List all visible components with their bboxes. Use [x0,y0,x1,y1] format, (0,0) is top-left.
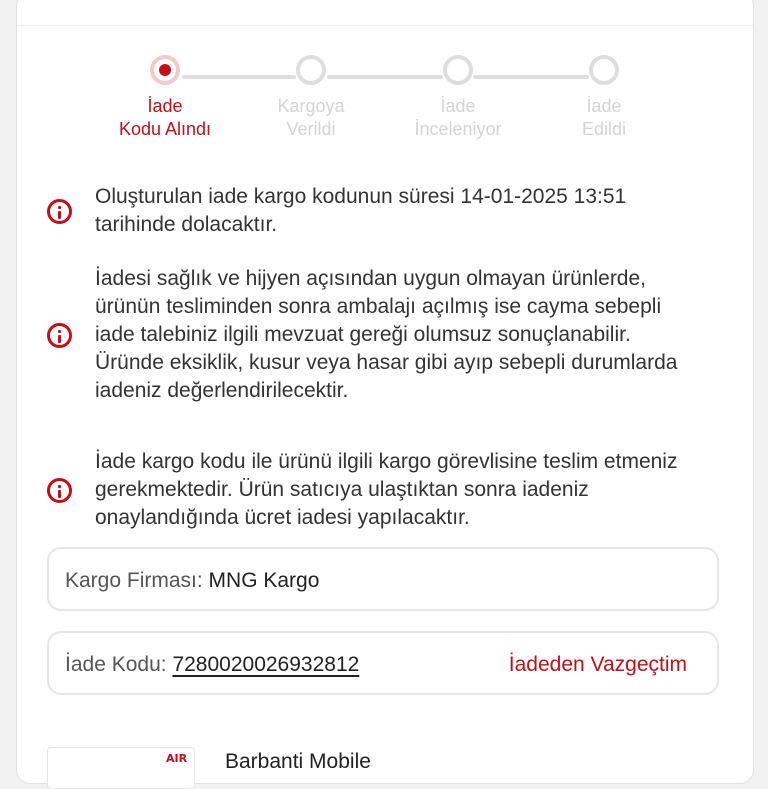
return-detail-card [16,0,754,784]
step-connector [327,75,443,79]
notice-hygiene-text: İadesi sağlık ve hijyen açısından uygun olmayan ürünlerde, ürünün tesliminden sonra ambalajı açılmış ise cayma sebepli iade talebiniz ilgili mevzuat gereği olumsuz sonuçlanabilir. Üründe eksiklik, kusur veya hasar gibi ayıp sebepli durumlarda iadeniz değerlendirilecektir. [95,267,678,402]
step-1-indicator-icon [150,55,180,85]
cancel-return-button[interactable]: İadeden Vazgeçtim [508,653,687,676]
step-2-indicator-icon [296,55,326,85]
return-code-label: İade Kodu: [65,653,167,676]
return-code-box [47,631,719,695]
notice-delivery [47,448,697,538]
step-2-label-line2: Verildi [286,119,336,139]
step-3-label-line2: İnceleniyor [414,119,502,139]
step-4-label [544,95,664,141]
step-3-label-line1: İade [440,96,476,116]
step-4-label-line1: İade [586,96,622,116]
step-1-label-line2: Kodu Alındı [118,119,212,139]
step-3-indicator-icon [443,55,473,85]
step-3-label [398,95,518,141]
notice-expiry-text: Oluşturulan iade kargo kodunun süresi 14-01-2025 13:51 tarihinde dolacaktır. [95,185,627,236]
return-code-value[interactable]: 7280020026932812 [172,653,360,676]
cargo-firm-row [65,569,319,593]
seller-logo [47,747,195,789]
step-2-label [251,95,371,141]
cargo-firm-label: Kargo Firması: [65,569,203,592]
step-1-label [105,95,225,141]
step-1-label-line1: İade [147,96,183,116]
cargo-firm-value: MNG Kargo [208,569,320,592]
step-4-indicator-icon [589,55,619,85]
info-icon [47,323,72,348]
step-connector [473,75,589,79]
step-4-label-line2: Edildi [581,119,627,139]
notice-expiry [47,183,697,243]
notice-delivery-text: İade kargo kodu ile ürünü ilgili kargo görevlisine teslim etmeniz gerekmektedir. Ürün satıcıya ulaştıktan sonra iadeniz onaylandığında ücret iadesi yapılacaktır. [95,450,678,529]
return-progress-stepper [17,0,753,153]
step-2-label-line1: Kargoya [277,96,345,116]
seller-logo-mark: AIR [166,752,188,765]
cargo-firm-box [47,547,719,611]
info-icon [47,199,72,224]
seller-name[interactable]: Barbanti Mobile [225,750,371,773]
info-icon [47,478,72,503]
notice-hygiene [47,265,697,410]
return-code-row [65,653,359,677]
step-connector [182,75,296,79]
